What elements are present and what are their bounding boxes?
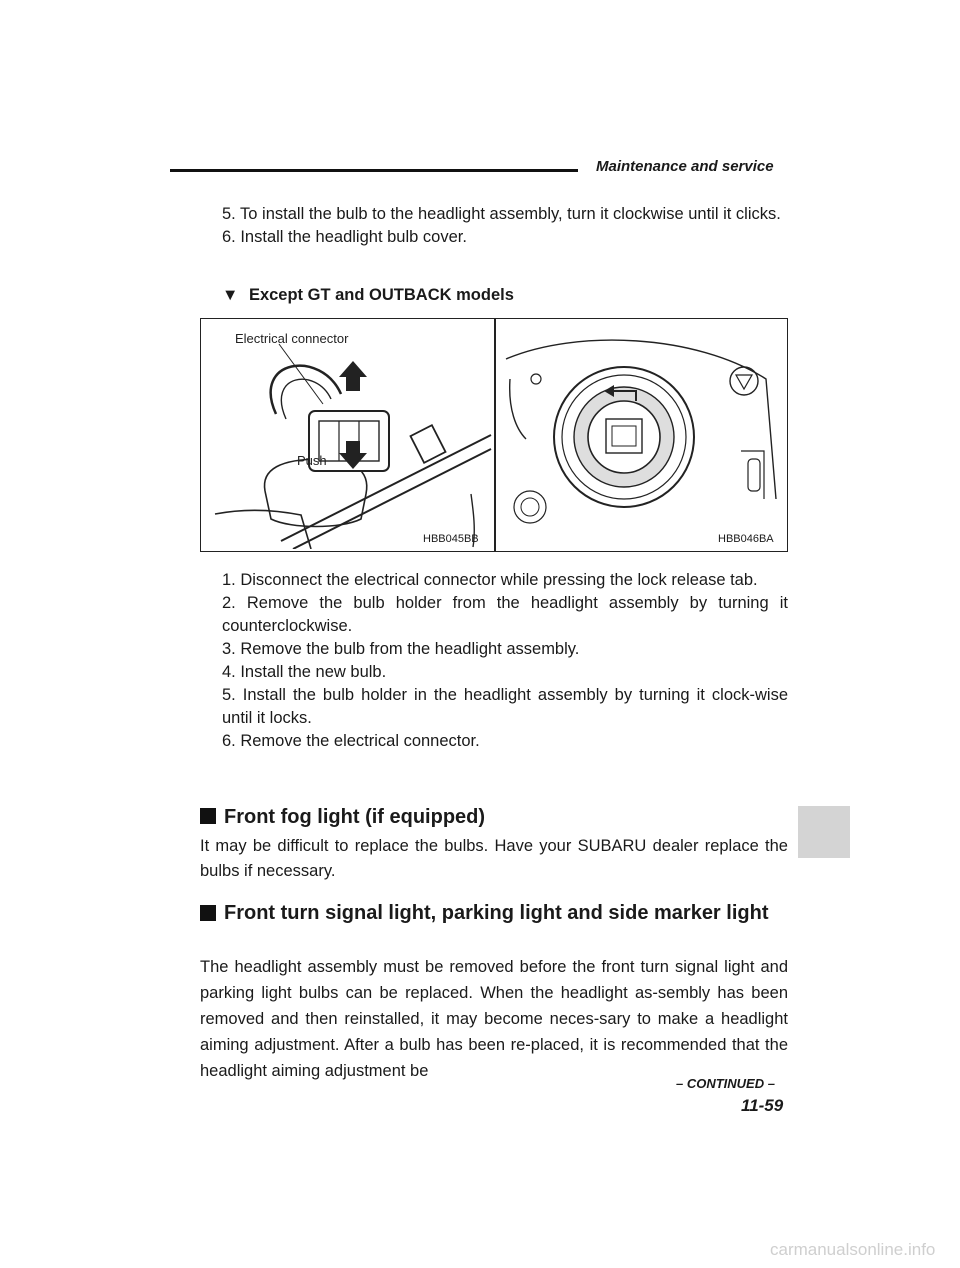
watermark: carmanualsonline.info (770, 1240, 936, 1259)
continued-label: – CONTINUED – (676, 1076, 775, 1091)
section-title-turn-signal (200, 900, 788, 926)
step-text: 6. Install the headlight bulb cover. (222, 228, 467, 246)
headlight-illustration (496, 319, 788, 549)
connector-label: Electrical connector (235, 331, 349, 346)
section-body-turn-signal (200, 954, 788, 1084)
section-marker (200, 905, 216, 921)
intro-steps (222, 203, 788, 249)
step-text: 4. Install the new bulb. (222, 663, 387, 681)
step-text: 5. Install the bulb holder in the headlight assembly by turning it clock-wise until it locks. (222, 686, 788, 727)
page-number: 11-59 (741, 1096, 784, 1115)
section-body-text: The headlight assembly must be removed before the front turn signal light and parking light bulbs can be replaced. When the headlight as-sembly has been removed and then reinstalled, it may become neces-sary to make a headlight aiming adjustment. After a bulb has been re-placed, it is recommended that the headlight aiming adjustment be (200, 958, 788, 1080)
section-title-fog (200, 804, 485, 830)
step-list (222, 569, 788, 753)
step-text: 1. Disconnect the electrical connector while pressing the lock release tab. (222, 571, 758, 589)
step-text: 3. Remove the bulb from the headlight assembly. (222, 640, 580, 658)
side-tab (798, 806, 850, 858)
header-rule (170, 169, 578, 172)
connector-illustration (201, 319, 493, 549)
step-text: 6. Remove the electrical connector. (222, 732, 480, 750)
subsection-title: Except GT and OUTBACK models (248, 286, 514, 304)
figure (200, 318, 788, 552)
section-title-text: Front fog light (if equipped) (224, 806, 486, 828)
figure-code-left: HBB045BB (423, 533, 479, 545)
subsection-marker: ▼ (222, 286, 239, 304)
section-title-text: Front turn signal light, parking light and side marker light (224, 902, 769, 924)
section-body-fog (200, 834, 788, 884)
step-text: 5. To install the bulb to the headlight assembly, turn it clockwise until it clicks. (222, 205, 781, 223)
subsection-heading (222, 286, 514, 305)
section-body-text: It may be difficult to replace the bulbs. Have your SUBARU dealer replace the bulbs if necessary. (200, 837, 788, 880)
push-label: Push (297, 453, 327, 468)
section-marker (200, 808, 216, 824)
step-text: 2. Remove the bulb holder from the headlight assembly by turning it counterclockwise. (222, 594, 788, 635)
figure-code-right: HBB046BA (718, 533, 774, 545)
header-title: Maintenance and service (596, 158, 774, 175)
